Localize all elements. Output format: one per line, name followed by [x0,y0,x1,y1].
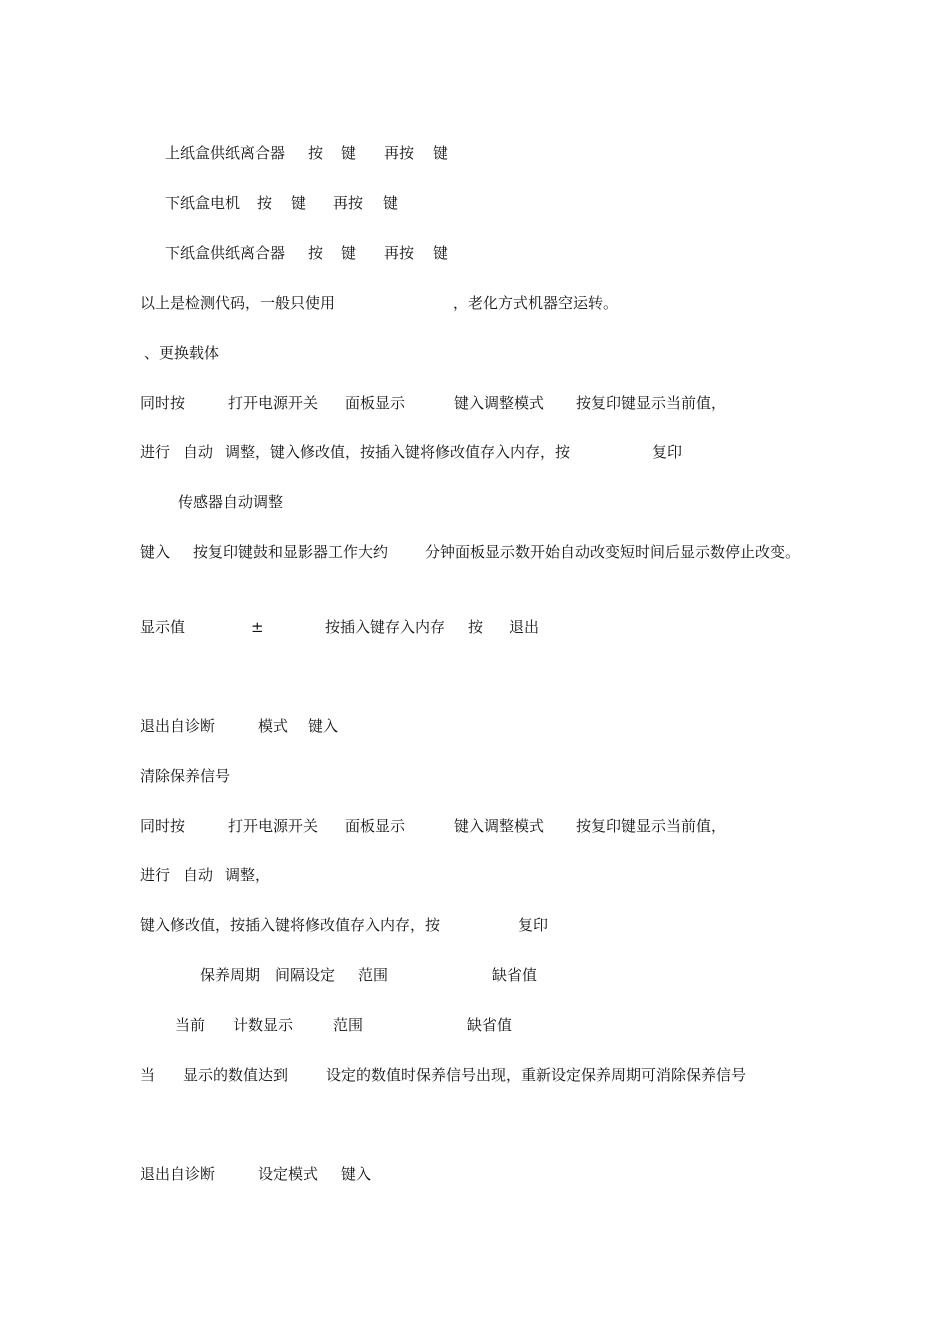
text-segment: ，老化方式机器空运转。 [453,294,619,312]
text-segment: 面板显示 [345,817,406,835]
text-segment: 按 [308,244,324,262]
text-segment: 键 [433,144,449,162]
text-segment: 显示的数值达到 [183,1066,289,1084]
text-segment: 间隔设定 [275,966,336,984]
text-segment: 按 [468,618,484,636]
text-segment: 退出自诊断 [140,1165,216,1183]
text-segment: 键 [341,144,357,162]
text-segment: 键入修改值，按插入键将修改值存入内存，按 [140,916,441,934]
text-segment: 按复印键鼓和显影器工作大约 [193,543,389,561]
text-segment: 键 [291,194,307,212]
text-segment: 进行 [140,866,171,884]
text-segment: 自动 [183,866,214,884]
text-segment: 复印 [652,443,683,461]
text-segment: 按复印键显示当前值， [576,817,727,835]
text-segment: 缺省值 [467,1016,513,1034]
text-segment: 计数显示 [233,1016,294,1034]
text-segment: 再按 [384,244,415,262]
text-segment: 键入 [308,717,339,735]
text-segment: 键入调整模式 [454,394,545,412]
text-segment: 调整， [225,866,271,884]
text-segment: 缺省值 [492,966,538,984]
text-segment: ± [251,618,264,636]
text-segment: 范围 [333,1016,364,1034]
text-segment: 再按 [384,144,415,162]
text-segment: 键 [383,194,399,212]
text-segment: 调整，键入修改值，按插入键将修改值存入内存，按 [225,443,571,461]
text-segment: 按复印键显示当前值， [576,394,727,412]
text-segment: 按 [308,144,324,162]
text-segment: 复印 [518,916,549,934]
text-segment: 同时按 [140,394,186,412]
text-segment: 键入 [140,543,171,561]
text-segment: 退出 [509,618,540,636]
text-segment: 键入 [341,1165,372,1183]
text-segment: 设定模式 [258,1165,319,1183]
text-segment: 当前 [175,1016,206,1034]
text-segment: 分钟面板显示数开始自动改变短时间后显示数停止改变。 [425,543,801,561]
text-segment: 下纸盒电机 [165,194,241,212]
text-segment: 模式 [258,717,289,735]
text-segment: 显示值 [140,618,186,636]
text-segment: 以上是检测代码，一般只使用 [140,294,336,312]
text-segment: 键 [433,244,449,262]
text-segment: 再按 [333,194,364,212]
text-segment: 范围 [358,966,389,984]
text-segment: 键 [341,244,357,262]
text-segment: 清除保养信号 [140,767,231,785]
text-segment: 下纸盒供纸离合器 [165,244,286,262]
text-segment: 键入调整模式 [454,817,545,835]
text-segment: 退出自诊断 [140,717,216,735]
text-segment: 、更换载体 [144,344,220,362]
text-segment: 打开电源开关 [228,394,319,412]
text-segment: 进行 [140,443,171,461]
text-segment: 按插入键存入内存 [325,618,446,636]
text-segment: 保养周期 [200,966,261,984]
text-segment: 按 [257,194,273,212]
text-segment: 打开电源开关 [228,817,319,835]
text-segment: 面板显示 [345,394,406,412]
text-segment: 设定的数值时保养信号出现，重新设定保养周期可消除保养信号 [326,1066,747,1084]
text-segment: 自动 [183,443,214,461]
text-segment: 传感器自动调整 [178,493,284,511]
text-segment: 上纸盒供纸离合器 [165,144,286,162]
text-segment: 当 [140,1066,156,1084]
text-segment: 同时按 [140,817,186,835]
